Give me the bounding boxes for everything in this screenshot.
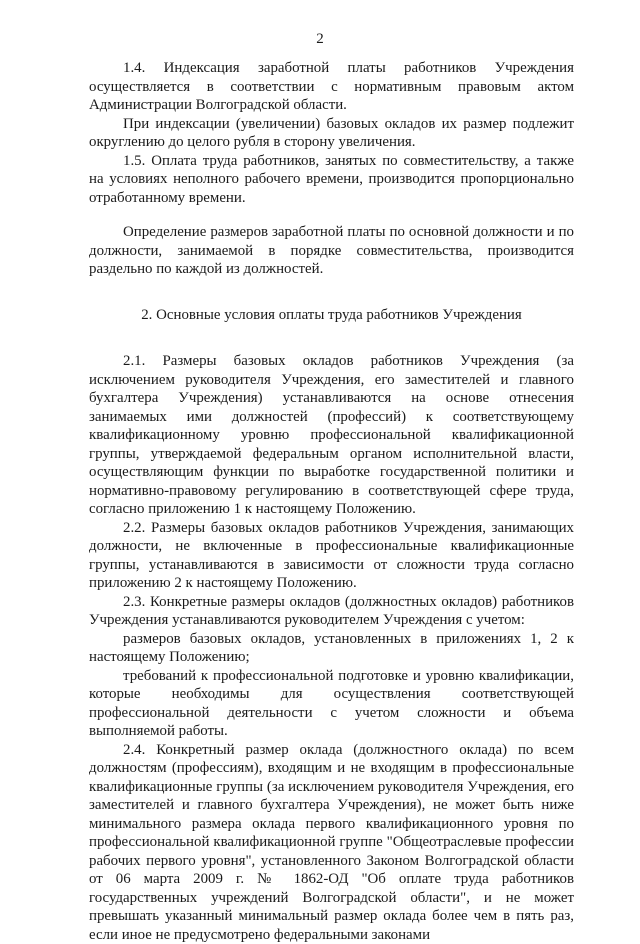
paragraph-2-1: 2.1. Размеры базовых окладов работников Учреждения (за исключением руководителя Учреждения, его заместителей и главного бухгалтера Учреждения) устанавливаются на основе отнесения занимаемых ими должностей (профессий) к соответствующему квалификационному уровню профессиональной квалификационной группы, утверждаемой федеральным органом исполнительной власти, осуществляющим функции по выработке государственной политики и нормативно-правовому регулированию в соответствующей сфере труда, согласно приложению 1 к настоящему Положению. [89,352,574,519]
paragraph-2-4: 2.4. Конкретный размер оклада (должностного оклада) по всем должностям (профессиям), входящим и не входящим в профессиональные квалификационные группы (за исключением руководителя Учреждения, его заместителей и главного бухгалтера Учреждения), не может быть ниже минимального размера оклада первого квалификационного уровня по профессиональной квалификационной группе "Общеотраслевые профессии рабочих первого уровня", установленного Законом Волгоградской области от 06 марта 2009 г. № 1862-ОД "Об оплате труда работников государственных учреждений Волгоградской области", и не может превышать указанный минимальный размер оклада более чем в пять раз, если иное не предусмотрено федеральными законами [89,741,574,944]
paragraph-1-4: 1.4. Индексация заработной платы работников Учреждения осуществляется в соответствии с нормативным правовым актом Администрации Волгоградской области. [89,59,574,115]
paragraph-2-2: 2.2. Размеры базовых окладов работников Учреждения, занимающих должности, не включенные в профессиональные квалификационные группы, устанавливаются в зависимости от сложности труда согласно приложению 2 к настоящему Положению. [89,519,574,593]
paragraph-2-3-item-base-salaries: размеров базовых окладов, установленных в приложениях 1, 2 к настоящему Положению; [89,630,574,667]
document-body [89,59,574,944]
paragraph-2-3: 2.3. Конкретные размеры окладов (должностных окладов) работников Учреждения устанавливаются руководителем Учреждения с учетом: [89,593,574,630]
section-heading: 2. Основные условия оплаты труда работников Учреждения [89,306,574,325]
page-number: 2 [0,30,640,48]
paragraph-salary-determination: Определение размеров заработной платы по основной должности и по должности, занимаемой в порядке совместительства, производится раздельно по каждой из должностей. [89,223,574,279]
paragraph-2-3-item-requirements: требований к профессиональной подготовке и уровню квалификации, которые необходимы для осуществления соответствующей профессиональной деятельности с учетом сложности и объема выполняемой работы. [89,667,574,741]
paragraph-indexation-rounding: При индексации (увеличении) базовых окладов их размер подлежит округлению до целого рубля в сторону увеличения. [89,115,574,152]
paragraph-1-5: 1.5. Оплата труда работников, занятых по совместительству, а также на условиях неполного рабочего времени, производится пропорционально отработанному времени. [89,152,574,208]
